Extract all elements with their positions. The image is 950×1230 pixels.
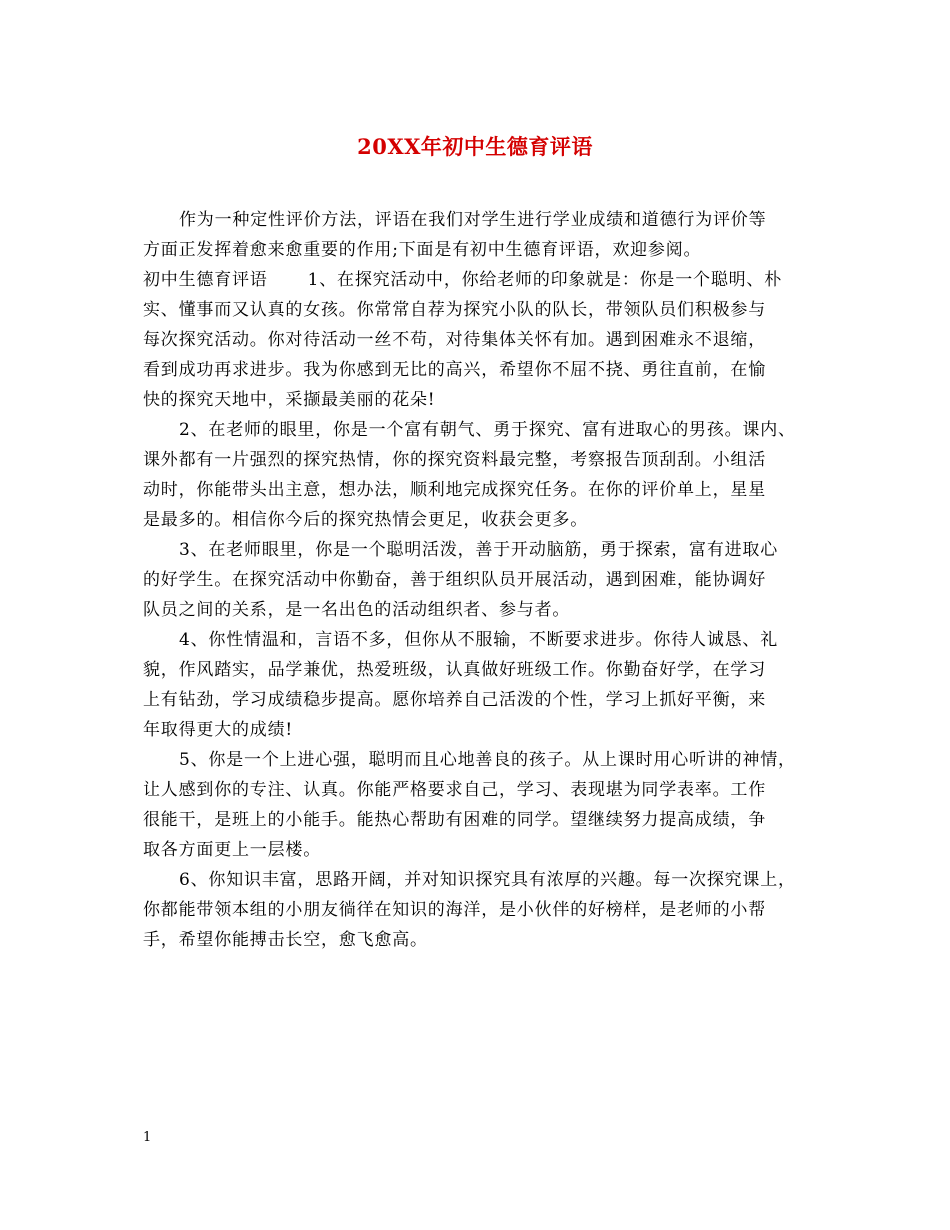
comment-line: 的好学生。在探究活动中你勤奋，善于组织队员开展活动，遇到困难，能协调好 bbox=[143, 570, 766, 590]
intro-line: 作为一种定性评价方法，评语在我们对学生进行学业成绩和道德行为评价等 bbox=[179, 210, 767, 230]
document-title: 20XX年初中生德育评语 bbox=[357, 134, 593, 159]
comment-line: 上有钻劲，学习成绩稳步提高。愿你培养自己活泼的个性，学习上抓好平衡，来 bbox=[143, 690, 766, 710]
comment-line: 貌，作风踏实，品学兼优，热爱班级，认真做好班级工作。你勤奋好学，在学习 bbox=[143, 660, 766, 680]
comment-line: 队员之间的关系，是一名出色的活动组织者、参与者。 bbox=[143, 600, 571, 620]
comment-line: 是最多的。相信你今后的探究热情会更足，收获会更多。 bbox=[143, 510, 588, 530]
comment-line: 快的探究天地中，采撷最美丽的花朵! bbox=[143, 390, 436, 410]
comment-line: 实、懂事而又认真的女孩。你常常自荐为探究小队的队长，带领队员们积极参与 bbox=[143, 300, 766, 320]
comment-1-first-line: 1、在探究活动中，你给老师的印象就是：你是一个聪明、朴 bbox=[307, 270, 783, 290]
section-heading: 初中生德育评语 bbox=[143, 270, 268, 290]
comment-line: 你都能带领本组的小朋友徜徉在知识的海洋，是小伙伴的好榜样，是老师的小帮 bbox=[143, 900, 766, 920]
comment-line: 6、你知识丰富，思路开阔，并对知识探究具有浓厚的兴趣。每一次探究课上， bbox=[179, 870, 796, 890]
intro-line: 方面正发挥着愈来愈重要的作用;下面是有初中生德育评语，欢迎参阅。 bbox=[143, 240, 702, 260]
comment-line: 每次探究活动。你对待活动一丝不苟，对待集体关怀有加。遇到困难永不退缩， bbox=[143, 330, 766, 350]
section-heading-line bbox=[143, 265, 811, 295]
comment-line: 2、在老师的眼里，你是一个富有朝气、勇于探究、富有进取心的男孩。课内、 bbox=[179, 420, 796, 440]
comment-line: 课外都有一片强烈的探究热情，你的探究资料最完整，考察报告顶刮刮。小组活 bbox=[143, 450, 766, 470]
document-body bbox=[143, 205, 811, 955]
comment-line: 手，希望你能搏击长空，愈飞愈高。 bbox=[143, 930, 428, 950]
page-number: 1 bbox=[143, 1130, 152, 1145]
comment-line: 很能干，是班上的小能手。能热心帮助有困难的同学。望继续努力提高成绩，争 bbox=[143, 810, 766, 830]
comment-line: 看到成功再求进步。我为你感到无比的高兴，希望你不屈不挠、勇往直前，在愉 bbox=[143, 360, 766, 380]
comment-line: 5、你是一个上进心强，聪明而且心地善良的孩子。从上课时用心听讲的神情， bbox=[179, 750, 796, 770]
comment-line: 3、在老师眼里，你是一个聪明活泼，善于开动脑筋，勇于探索，富有进取心 bbox=[179, 540, 779, 560]
comment-line: 取各方面更上一层楼。 bbox=[143, 840, 321, 860]
comment-line: 动时，你能带头出主意，想办法，顺利地完成探究任务。在你的评价单上，星星 bbox=[143, 480, 766, 500]
comment-line: 让人感到你的专注、认真。你能严格要求自己，学习、表现堪为同学表率。工作 bbox=[143, 780, 766, 800]
comment-line: 4、你性情温和，言语不多，但你从不服输，不断要求进步。你待人诚恳、礼 bbox=[179, 630, 779, 650]
comment-line: 年取得更大的成绩! bbox=[143, 720, 294, 740]
